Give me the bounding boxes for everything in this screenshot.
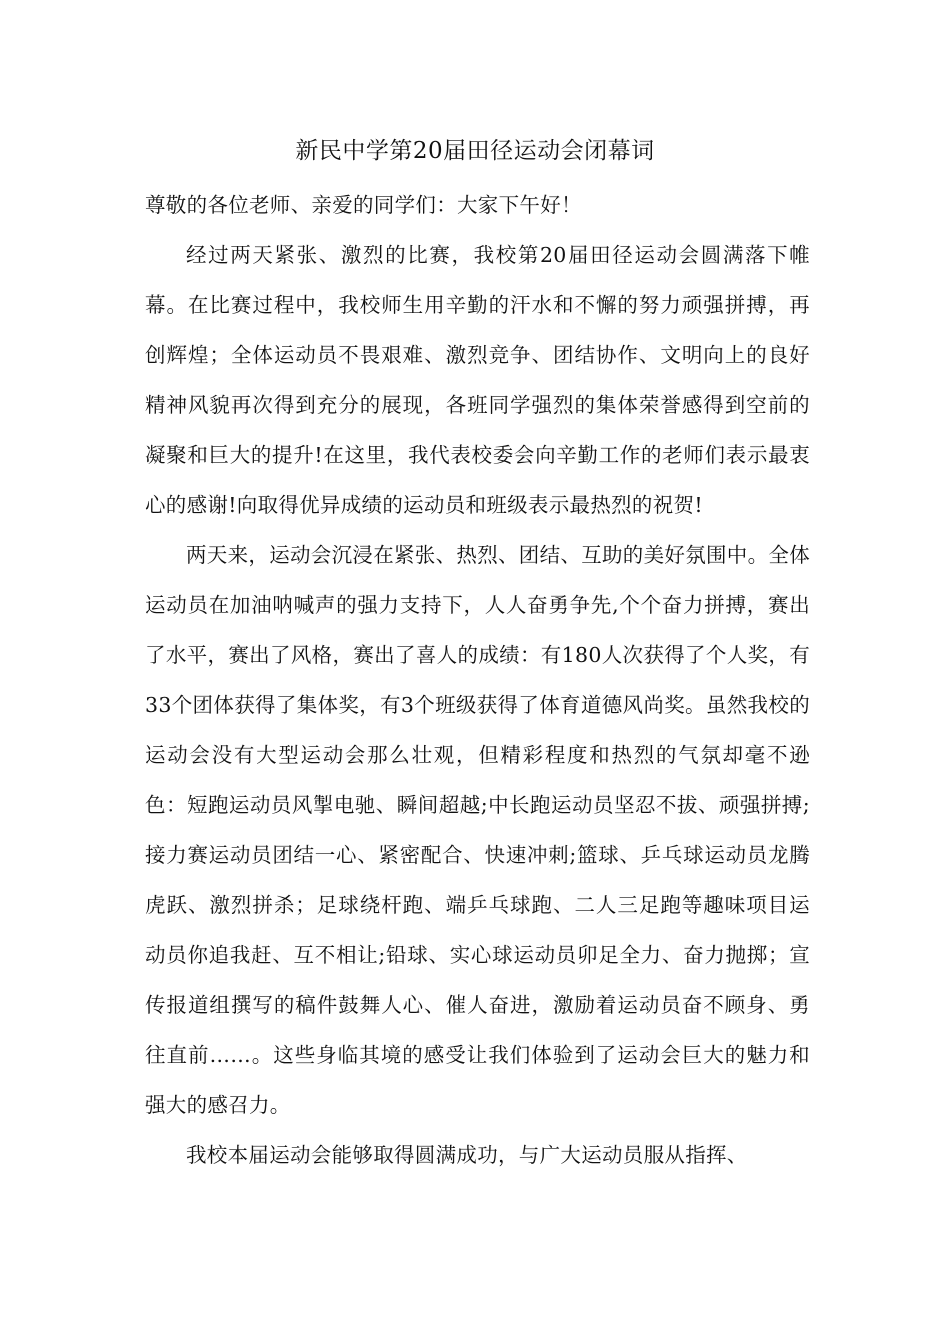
paragraph-1: 经过两天紧张、激烈的比赛，我校第20届田径运动会圆满落下帷幕。在比赛过程中，我校师生用辛勤的汗水和不懈的努力顽强拼搏，再创辉煌；全体运动员不畏艰难、激烈竞争、团结协作、文明向上的良好精神风貌再次得到充分的展现，各班同学强烈的集体荣誉感得到空前的凝聚和巨大的提升!在这里，我代表校委会向辛勤工作的老师们表示最衷心的感谢!向取得优异成绩的运动员和班级表示最热烈的祝贺!: [145, 243, 810, 517]
document-body: [145, 180, 810, 1180]
salutation: 尊敬的各位老师、亲爱的同学们：大家下午好！: [145, 193, 582, 217]
paragraph-2: 两天来，运动会沉浸在紧张、热烈、团结、互助的美好氛围中。全体运动员在加油呐喊声的强力支持下，人人奋勇争先,个个奋力拼搏，赛出了水平，赛出了风格，赛出了喜人的成绩：有180人次获得了个人奖，有 33个团体获得了集体奖，有3个班级获得了体育道德风尚奖。虽然我校的运动会没有大型运动会那么壮观，但精彩程度和热烈的气氛却毫不逊色：短跑运动员风掣电驰、瞬间超越;中长跑运动员坚忍不拔、顽强拼搏;接力赛运动员团结一心、紧密配合、快速冲刺;篮球、乒乓球运动员龙腾虎跃、激烈拼杀；足球绕杆跑、端乒乓球跑、二人三足跑等趣味项目运动员你追我赶、互不相让;铅球、实心球运动员卯足全力、奋力抛掷；宣传报道组撰写的稿件鼓舞人心、催人奋进，激励着运动员奋不顾身、勇往直前……。这些身临其境的感受让我们体验到了运动会巨大的魅力和强大的感召力。: [145, 543, 810, 1117]
document-title: 新民中学第20届田径运动会闭幕词: [295, 138, 655, 164]
paragraph-3: 我校本届运动会能够取得圆满成功，与广大运动员服从指挥、: [186, 1143, 748, 1167]
